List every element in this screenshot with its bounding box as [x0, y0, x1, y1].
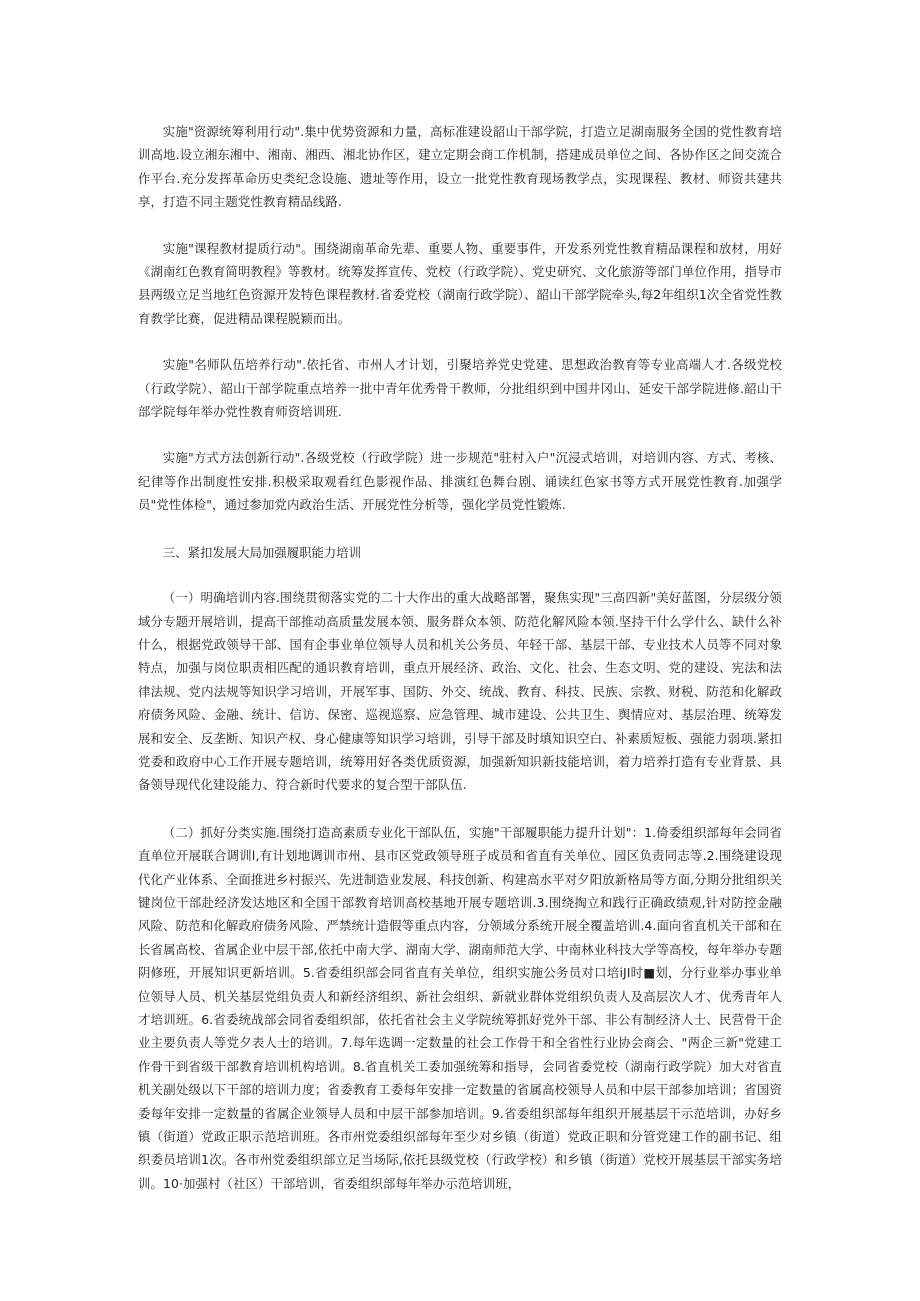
- paragraph-training-content: （一）明确培训内容.围绕贯彻落实党的二十大作出的重大战略部署，聚焦实现"三高四新"美好蓝图，分层级分领域分专题开展培训，提高干部推动高质量发展本领、服务群众本领、防范化解风险本领.坚持干什么学什么、缺什么补什么，根据党政领导干部、国有企事业单位领导人员和机关公务员、年轻干部、基层干部、专业技术人员等不同对象特点，加强与岗位职责相匹配的通识教育培训，重点开展经济、政治、文化、社会、生态文明、党的建设、宪法和法律法规、党内法规等知识学习培训，开展军事、国防、外交、统战、教育、科技、民族、宗教、财税、防范和化解政府债务风险、金融、统计、信访、保密、巡视巡察、应急管理、城市建设、公共卫生、舆情应对、基层治理、统筹发展和安全、反垄断、知识产权、身心健康等知识学习培训，引导干部及时填知识空白、补素质短板、强能力弱项.紧扣党委和政府中心工作开展专题培训，统筹用好各类优质资源，加强新知识新技能培训，着力培养打造有专业背景、具备领导现代化建设能力、符合新时代要求的复合型干部队伍.: [138, 590, 782, 793]
- paragraph-resource-action: 实施"资源统筹利用行动".集中优势资源和力量，高标准建设韶山干部学院，打造立足湖南服务全国的党性教育培训高地.设立湘东湘中、湘南、湘西、湘北协作区，建立定期会商工作机制，搭建成员单位之间、各协作区之间交流合作平台.充分发挥革命历史类纪念设施、遗址等作用，设立一批党性教育现场教学点，实现课程、教材、师资共建共享，打造不同主题党性教育精品线路.: [138, 124, 782, 210]
- paragraph-curriculum-action: 实施"课程教材提质行动"。围绕湖南革命先辈、重要人物、重要事件，开发系列党性教育精品课程和放材，用好《湖南红色教育简明教程》等教材。统筹发挥宣传、党校（行政学院）、党史研究、文化旅游等部门单位作用，指导市县两级立足当地红色资源开发特色课程教材.省委党校（湖南行政学院）、韶山干部学院牵头,每2年组织1次全省党性教育教学比赛，促进精品课程脱颖而出。: [138, 240, 782, 326]
- section-heading-3: 三、紧扣发展大局加强履职能力培训: [162, 544, 362, 560]
- paragraph-teacher-action: 实施"名师队伍培养行动".依托省、市州人才计划，引聚培养党史党建、思想政治教育等专业高端人才.各级党校（行政学院）、韶山干部学院重点培养一批中青年优秀骨干教师，分批组织到中国井冈山、延安干部学院进修.韶山干部学院每年举办党性教育师资培训班.: [138, 357, 782, 420]
- paragraph-method-action: 实施"方式方法创新行动".各级党校（行政学院）进一步规范"驻村入户"沉浸式培训，对培训内容、方式、考核、纪律等作出制度性安排.积极采取观看红色影视作品、排演红色舞台剧、诵读红色家书等方式开展党性教育.加强学员"党性体检"，通过参加党内政治生活、开展党性分析等，强化学员党性锻炼.: [138, 450, 782, 513]
- paragraph-classified-implementation: （二）抓好分类实施.围绕打造高素质专业化干部队伍，实施"干部履职能力提升计划"：1.倚委组织部每年会同省直单位开展联合调训l,有计划地调训市州、县市区党政领导班子成员和省直有关单位、园区负责同志等.2.围绕建设现代化产业体系、全面推进乡村振兴、先进制造业发展、科技创新、构建高水平对夕阳放新格局等方面,分期分批组织关键岗位干部赴经济发达地区和全国干部教育培训高校基地开展专题培训.3.围绕掏立和践行正确政绩观,针对防控金融风险、防范和化解政府债务风险、严禁统计造假等重点内容，分领域分系统开展全覆盖培训.4.面向省直机关干部和在长省属高校、省属企业中层干部,依托中南大学、湖南大学、湖南师范大学、中南林业科技大学等高校，每年举办专题阴修班，开展知识更新培训。5.省委组织部会同省直有关单位，组织实施公务员对口培iJI时■划，分行业举办事业单位领导人员、机关基层党组负责人和新经济组织、新社会组织、新就业群体党组织负责人及高层次人才、优秀青年人才培训班。6.省委统战部会同省委组织部，依托省社会主义学院统筹抓好党外干部、非公有制经济人士、民营骨干企业主要负责人等党夕表人士的培训。7.每年选调一定数量的社会工作骨干和全省性行业协会商会、"两企三新"党建工作骨干到省级干部教育培训机构培训。8.省直机关工委加强统筹和指导，会同省委党校（湖南行政学院）加大对省直机关副处级以下干部的培训力度；省委教育工委每年安排一定数量的省属高校领导人员和中层干部参加培训；省国资委每年安排一定数量的省属企业领导人员和中层干部参加培训。9.省委组织部每年组织开展基层干示范培训，办好乡镇（街道）党政正职示范培训班。各市州党委组织部每年至少对乡镇（街道）党政正职和分管党建工作的副书记、组织委员培训1次。各市州党委组织部立足当场际,依托县级党校（行政学校）和乡镇（街道）党校开展基层干部实务培训。10·加强村（社区）干部培训，省委组织部每年举办示范培训班，: [138, 824, 782, 1191]
